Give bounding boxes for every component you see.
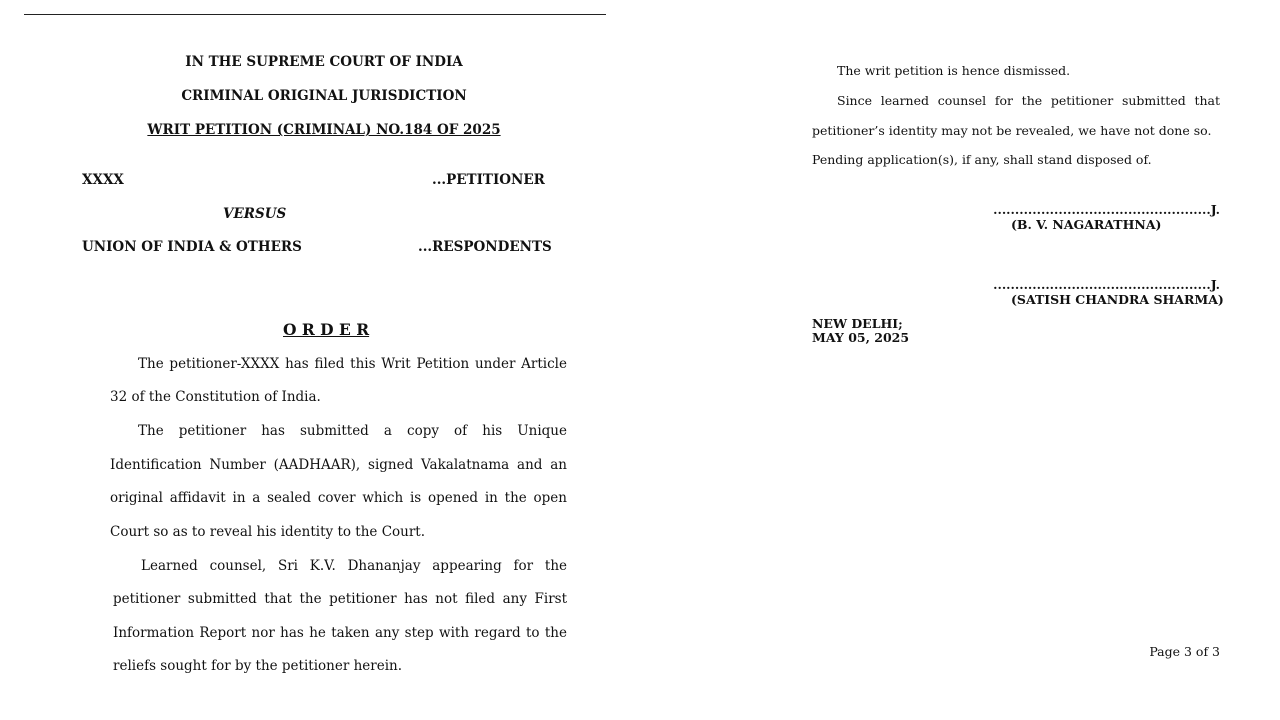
para2-line: Identification Number (AADHAAR), signed Vakalatnama and an xyxy=(110,457,567,473)
para2-line: original affidavit in a sealed cover which is opened in the open xyxy=(110,490,567,506)
para2-line: The petitioner has submitted a copy of his Unique xyxy=(138,423,567,439)
judge2-signature-line: ..................................................J. xyxy=(993,277,1220,292)
para3-line: reliefs sought for by the petitioner herein. xyxy=(113,658,403,674)
versus-label: VERSUS xyxy=(223,206,287,222)
petitioner-name: XXXX xyxy=(82,172,124,188)
para3-line: Information Report nor has he taken any step with regard to the xyxy=(113,625,567,641)
case-number: WRIT PETITION (CRIMINAL) NO.184 OF 2025 xyxy=(147,122,501,138)
jurisdiction-title: CRIMINAL ORIGINAL JURISDICTION xyxy=(181,88,467,104)
identity-line: petitioner’s identity may not be revealed, we have not done so. xyxy=(812,123,1212,138)
judge1-name: (B. V. NAGARATHNA) xyxy=(1011,217,1162,232)
para1-line: The petitioner-XXXX has filed this Writ Petition under Article xyxy=(138,356,567,372)
para1-line: 32 of the Constitution of India. xyxy=(110,389,321,405)
para3-line: petitioner submitted that the petitioner has not filed any First xyxy=(113,591,567,607)
judge2-name: (SATISH CHANDRA SHARMA) xyxy=(1011,292,1224,307)
court-title: IN THE SUPREME COURT OF INDIA xyxy=(185,54,463,70)
place: NEW DELHI; xyxy=(812,316,903,331)
page-number: Page 3 of 3 xyxy=(1149,644,1220,659)
counsel-line: Since learned counsel for the petitioner submitted that xyxy=(837,93,1220,108)
judge1-signature-line: ..................................................J. xyxy=(993,202,1220,217)
case-number-row xyxy=(24,122,624,138)
pending-applications-line: Pending application(s), if any, shall stand disposed of. xyxy=(812,152,1152,167)
para3-line: Learned counsel, Sri K.V. Dhananjay appearing for the xyxy=(141,558,567,574)
header-rule xyxy=(24,14,606,15)
dismissal-line: The writ petition is hence dismissed. xyxy=(837,63,1071,78)
order-date: MAY 05, 2025 xyxy=(812,330,910,345)
petitioner-label: ...PETITIONER xyxy=(432,172,545,188)
para2-line: Court so as to reveal his identity to the Court. xyxy=(110,524,426,540)
respondent-name: UNION OF INDIA & OTHERS xyxy=(82,239,302,255)
respondent-label: ...RESPONDENTS xyxy=(418,239,552,255)
order-heading: O R D E R xyxy=(283,320,370,339)
